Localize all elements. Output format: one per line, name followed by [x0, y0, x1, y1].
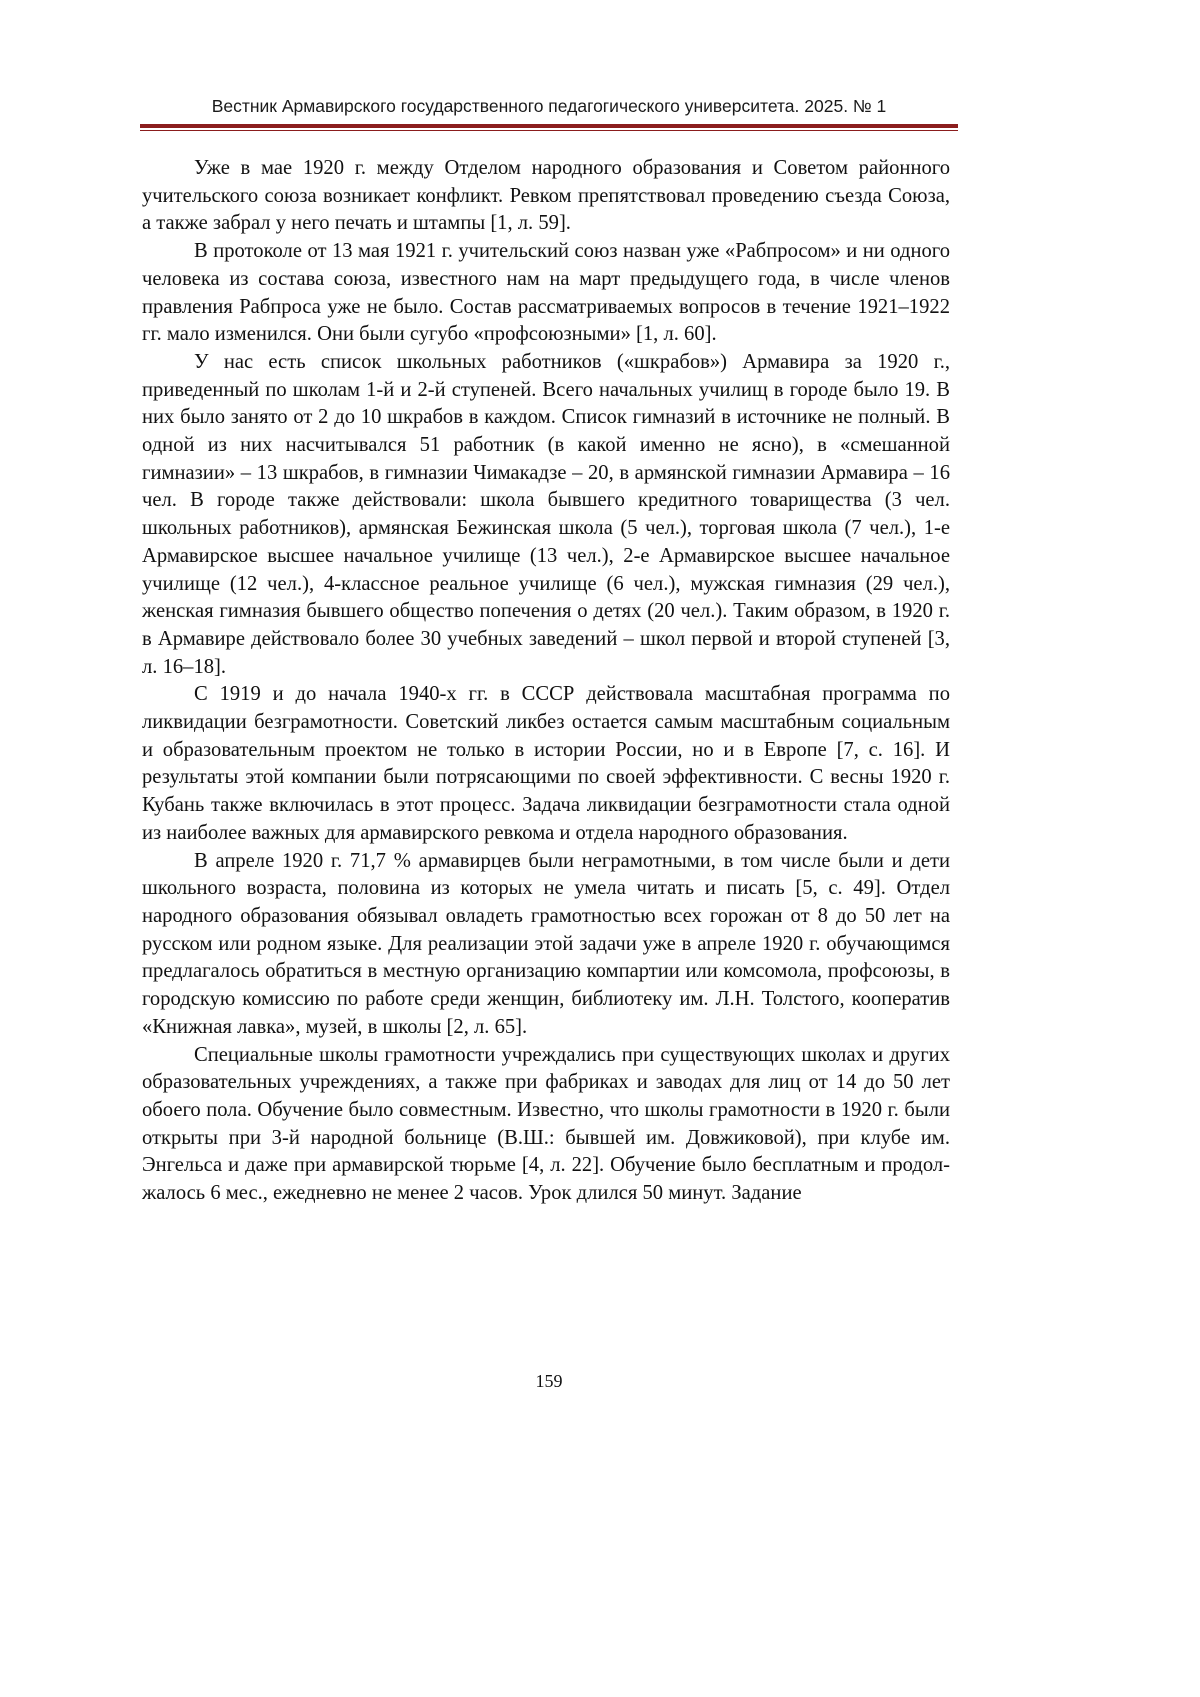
page-number: 159 — [140, 1371, 958, 1392]
article-body — [142, 155, 950, 1208]
paragraph: В апреле 1920 г. 71,7 % армавирцев были неграмотными, в том числе бы­ли и дети школьного возраста, половина из которых не умела читать и писать [5, с. 49]. Отдел народного образования обязывал овладеть грамотностью всех горожан от 8 до 50 лет на русском или родном языке. Для реализации этой задачи уже в апреле 1920 г. обучающимся предлагалось обратиться в местную организацию компартии или комсомола, профсоюзы, в городскую комиссию по работе среди женщин, библиотеку им. Л.Н. Толстого, кооператив «Книжная лавка», музей, в школы [2, л. 65]. — [142, 848, 950, 1042]
header-rule-thin — [140, 130, 958, 131]
running-header: Вестник Армавирского государственного педагогического университета. 2025. № 1 — [140, 96, 958, 117]
paragraph: Уже в мае 1920 г. между Отделом народного образования и Советом районного учительского союза возникает конфликт. Ревком препятствовал проведению съезда Союза, а также забрал у него печать и штампы [1, л. 59]. — [142, 155, 950, 238]
paragraph: В протоколе от 13 мая 1921 г. учительский союз назван уже «Рабпросом» и ни одного человека из состава союза, известного нам на март предыдущего года, в числе членов правления Рабпроса уже не было. Состав рассматри­ваемых вопросов в течение 1921–1922 гг. мало изменился. Они были сугубо «профсоюзными» [1, л. 60]. — [142, 238, 950, 349]
header-rule-thick — [140, 124, 958, 128]
paragraph: С 1919 и до начала 1940-х гг. в СССР действовала масштабная про­грамма по ликвидации безграмотности. Советский ликбез остается самым масштабным социальным и образовательным проектом не только в истории России, но и в Европе [7, с. 16]. И результаты этой компании были потря­сающими по своей эффективности. С весны 1920 г. Кубань также включи­лась в этот процесс. Задача ликвидации безграмотности стала одной из наи­более важных для армавирского ревкома и отдела народного образования. — [142, 681, 950, 847]
paragraph: Специальные школы грамотности учреждались при существующих школах и других образовательных учреждениях, а также при фабриках и за­водах для лиц от 14 до 50 лет обоего пола. Обучение было совместным. Из­вестно, что школы грамотности в 1920 г. были открыты при 3-й народной больнице (В.Ш.: бывшей им. Довжиковой), при клубе им. Энгельса и даже при армавирской тюрьме [4, л. 22]. Обучение было бесплатным и продол­жалось 6 мес., ежедневно не менее 2 часов. Урок длился 50 минут. Задание — [142, 1042, 950, 1208]
paragraph: У нас есть список школьных работников («шкрабов») Армавира за 1920 г., приведенный по школам 1-й и 2-й ступеней. Всего начальных училищ в городе было 19. В них было занято от 2 до 10 шкрабов в каждом. Список гимназий в источнике не полный. В одной из них насчитывался 51 работник (в какой имен­но не ясно), в «смешанной гимназии» – 13 шкрабов, в гимназии Чимакадзе – 20, в армянской гимназии Армавира – 16 чел. В городе также действовали: школа бывшего кредитного товарищества (3 чел. школьных работников), армянская Бежинская школа (5 чел.), торговая школа (7 чел.), 1-е Армавирское высшее начальное училище (13 чел.), 2-е Армавирское высшее начальное училище (12 чел.), 4-классное реальное училище (6 чел.), мужская гимназия (29 чел.), женская гимназия бывшего общество попечения о детях (20 чел.). Таким образом, в 1920 г. в Армавире действовало более 30 учебных заведений – школ первой и второй ступеней [3, л. 16–18]. — [142, 349, 950, 681]
journal-page — [0, 0, 1200, 1697]
